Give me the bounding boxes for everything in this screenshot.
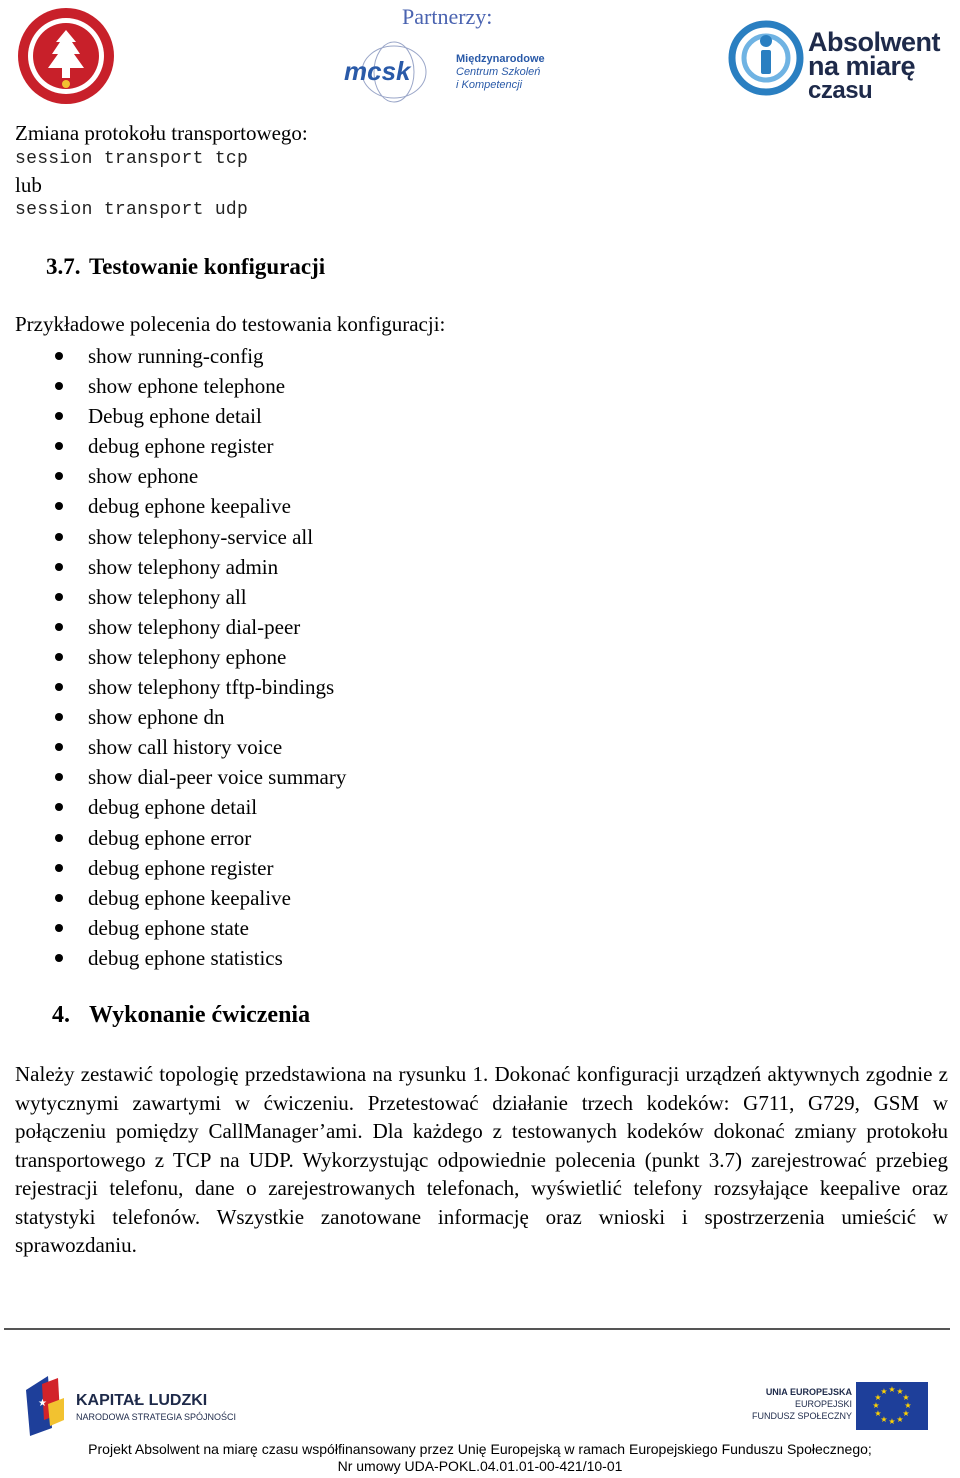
protocol-heading: Zmiana protokołu transportowego: [15,121,308,145]
bullet-icon [55,533,63,541]
bullet-icon [55,683,63,691]
eu-line2: EUROPEJSKI [794,1399,852,1409]
command-text: show telephony-service all [88,524,314,549]
section-number: 3.7. [46,254,81,279]
svg-text:★: ★ [874,1409,882,1418]
command-text: show telephony tftp-bindings [88,675,335,700]
command-text: show telephony all [88,584,247,609]
partners-label: Partnerzy: [402,4,493,29]
command-text: show telephony ephone [88,644,287,669]
command-udp: session transport udp [15,200,249,220]
footer-line-2: Nr umowy UDA-POKL.04.01.01-00-421/10-01 [337,1458,623,1474]
absolwent-logo [728,8,948,104]
footer-text [0,1441,960,1475]
bullet-icon [55,834,63,842]
command-text: show telephony admin [88,554,279,579]
bullet-icon [55,352,63,360]
mcsk-logo [342,38,564,104]
bullet-icon [55,803,63,811]
bullet-icon [55,593,63,601]
command-text: debug ephone state [88,915,249,940]
command-text: show dial-peer voice summary [88,765,347,790]
svg-text:★: ★ [888,1385,896,1394]
svg-text:★: ★ [872,1401,880,1410]
kl-subtitle: NARODOWA STRATEGIA SPÓJNOŚCI [76,1412,237,1422]
bullet-icon [55,623,63,631]
command-text: debug ephone error [88,825,252,850]
commands-intro: Przykładowe polecenia do testowania konfiguracji: [15,312,446,336]
politechnika-lubelska-logo [14,6,118,106]
command-text: show call history voice [88,735,283,760]
command-text: show ephone dn [88,705,225,730]
svg-text:★: ★ [880,1387,888,1396]
svg-text:i Kompetencji: i Kompetencji [456,79,523,91]
command-text: show running-config [88,344,264,368]
bullet-icon [55,864,63,872]
svg-text:★: ★ [896,1387,904,1396]
eu-line1: UNIA EUROPEJSKA [765,1387,852,1397]
kl-title: KAPITAŁ LUDZKI [76,1392,208,1409]
command-text: debug ephone register [88,434,274,459]
kapital-ludzki-logo [18,1370,238,1440]
svg-text:★: ★ [874,1393,882,1402]
svg-text:★: ★ [902,1393,910,1402]
command-text: Debug ephone detail [88,404,262,429]
command-text: debug ephone detail [88,795,258,820]
svg-text:mcsk: mcsk [344,56,411,86]
bullet-icon [55,382,63,390]
svg-text:★: ★ [888,1417,896,1426]
eu-flag-icon [856,1382,928,1430]
section-number: 4. [52,1002,70,1028]
svg-text:★: ★ [902,1409,910,1418]
svg-text:★: ★ [904,1401,912,1410]
section-heading-4 [52,1002,310,1029]
bullet-icon [55,954,63,962]
or-label: lub [15,173,42,197]
bullet-icon [55,502,63,510]
bullet-icon [55,653,63,661]
bullet-icon [55,743,63,751]
command-text: show ephone [88,464,199,489]
bullet-icon [55,773,63,781]
svg-text:★: ★ [38,1398,47,1409]
absolwent-logo-line1: Absolwent [808,27,941,57]
command-text: show telephony dial-peer [88,614,301,639]
bullet-icon [55,563,63,571]
bullet-icon [55,924,63,932]
command-text: debug ephone keepalive [88,494,291,519]
absolwent-logo-line3: czasu [808,77,873,104]
svg-text:Centrum Szkoleń: Centrum Szkoleń [456,66,541,78]
absolwent-logo-line2: na miarę [808,51,916,81]
footer-line-1: Projekt Absolwent na miarę czasu współfinansowany przez Unię Europejską w ramach Europejskiego Funduszu Społecznego; [88,1441,872,1457]
command-text: show ephone telephone [88,374,286,399]
command-text: debug ephone register [88,855,274,880]
eu-logo [752,1380,932,1432]
command-tcp: session transport tcp [15,149,249,169]
svg-text:Międzynarodowe: Międzynarodowe [456,53,545,65]
section-title: Wykonanie ćwiczenia [89,1002,311,1028]
section-title: Testowanie konfiguracji [89,254,326,279]
svg-text:★: ★ [880,1415,888,1424]
command-text: debug ephone statistics [88,945,283,970]
bullet-icon [55,472,63,480]
bullet-icon [55,412,63,420]
footer-divider [4,1328,950,1330]
bullet-icon [55,713,63,721]
bullet-icon [55,894,63,902]
command-text: debug ephone keepalive [88,885,291,910]
section-heading-3-7 [46,254,325,280]
exercise-paragraph: Należy zestawić topologię przedstawiona na rysunku 1. Dokonać konfiguracji urządzeń aktywnych zgodnie z wytycznymi zawartymi w ćwiczeniu. Przetestować działanie trzech kodeków: G711, G729, GSM w połączeniu pomiędzy CallManager’ami. Dla każdego z testowanych kodeków dokonać zmiany protokołu transportowego z TCP na UDP. Wykorzystując odpowiednie polecenia (punkt 3.7) zarejestrować przebieg rejestracji telefonu, dane o zarejestrowanych telefonach, wyświetlić telefony rozsyłające keepalive oraz statystyki telefonów. Wszystkie zanotowane informację oraz wnioski i spostrzerzenia umieścić w sprawozdaniu. [15,1062,948,1257]
svg-text:★: ★ [896,1415,904,1424]
eu-line3: FUNDUSZ SPOŁECZNY [752,1411,853,1421]
bullet-icon [55,442,63,450]
